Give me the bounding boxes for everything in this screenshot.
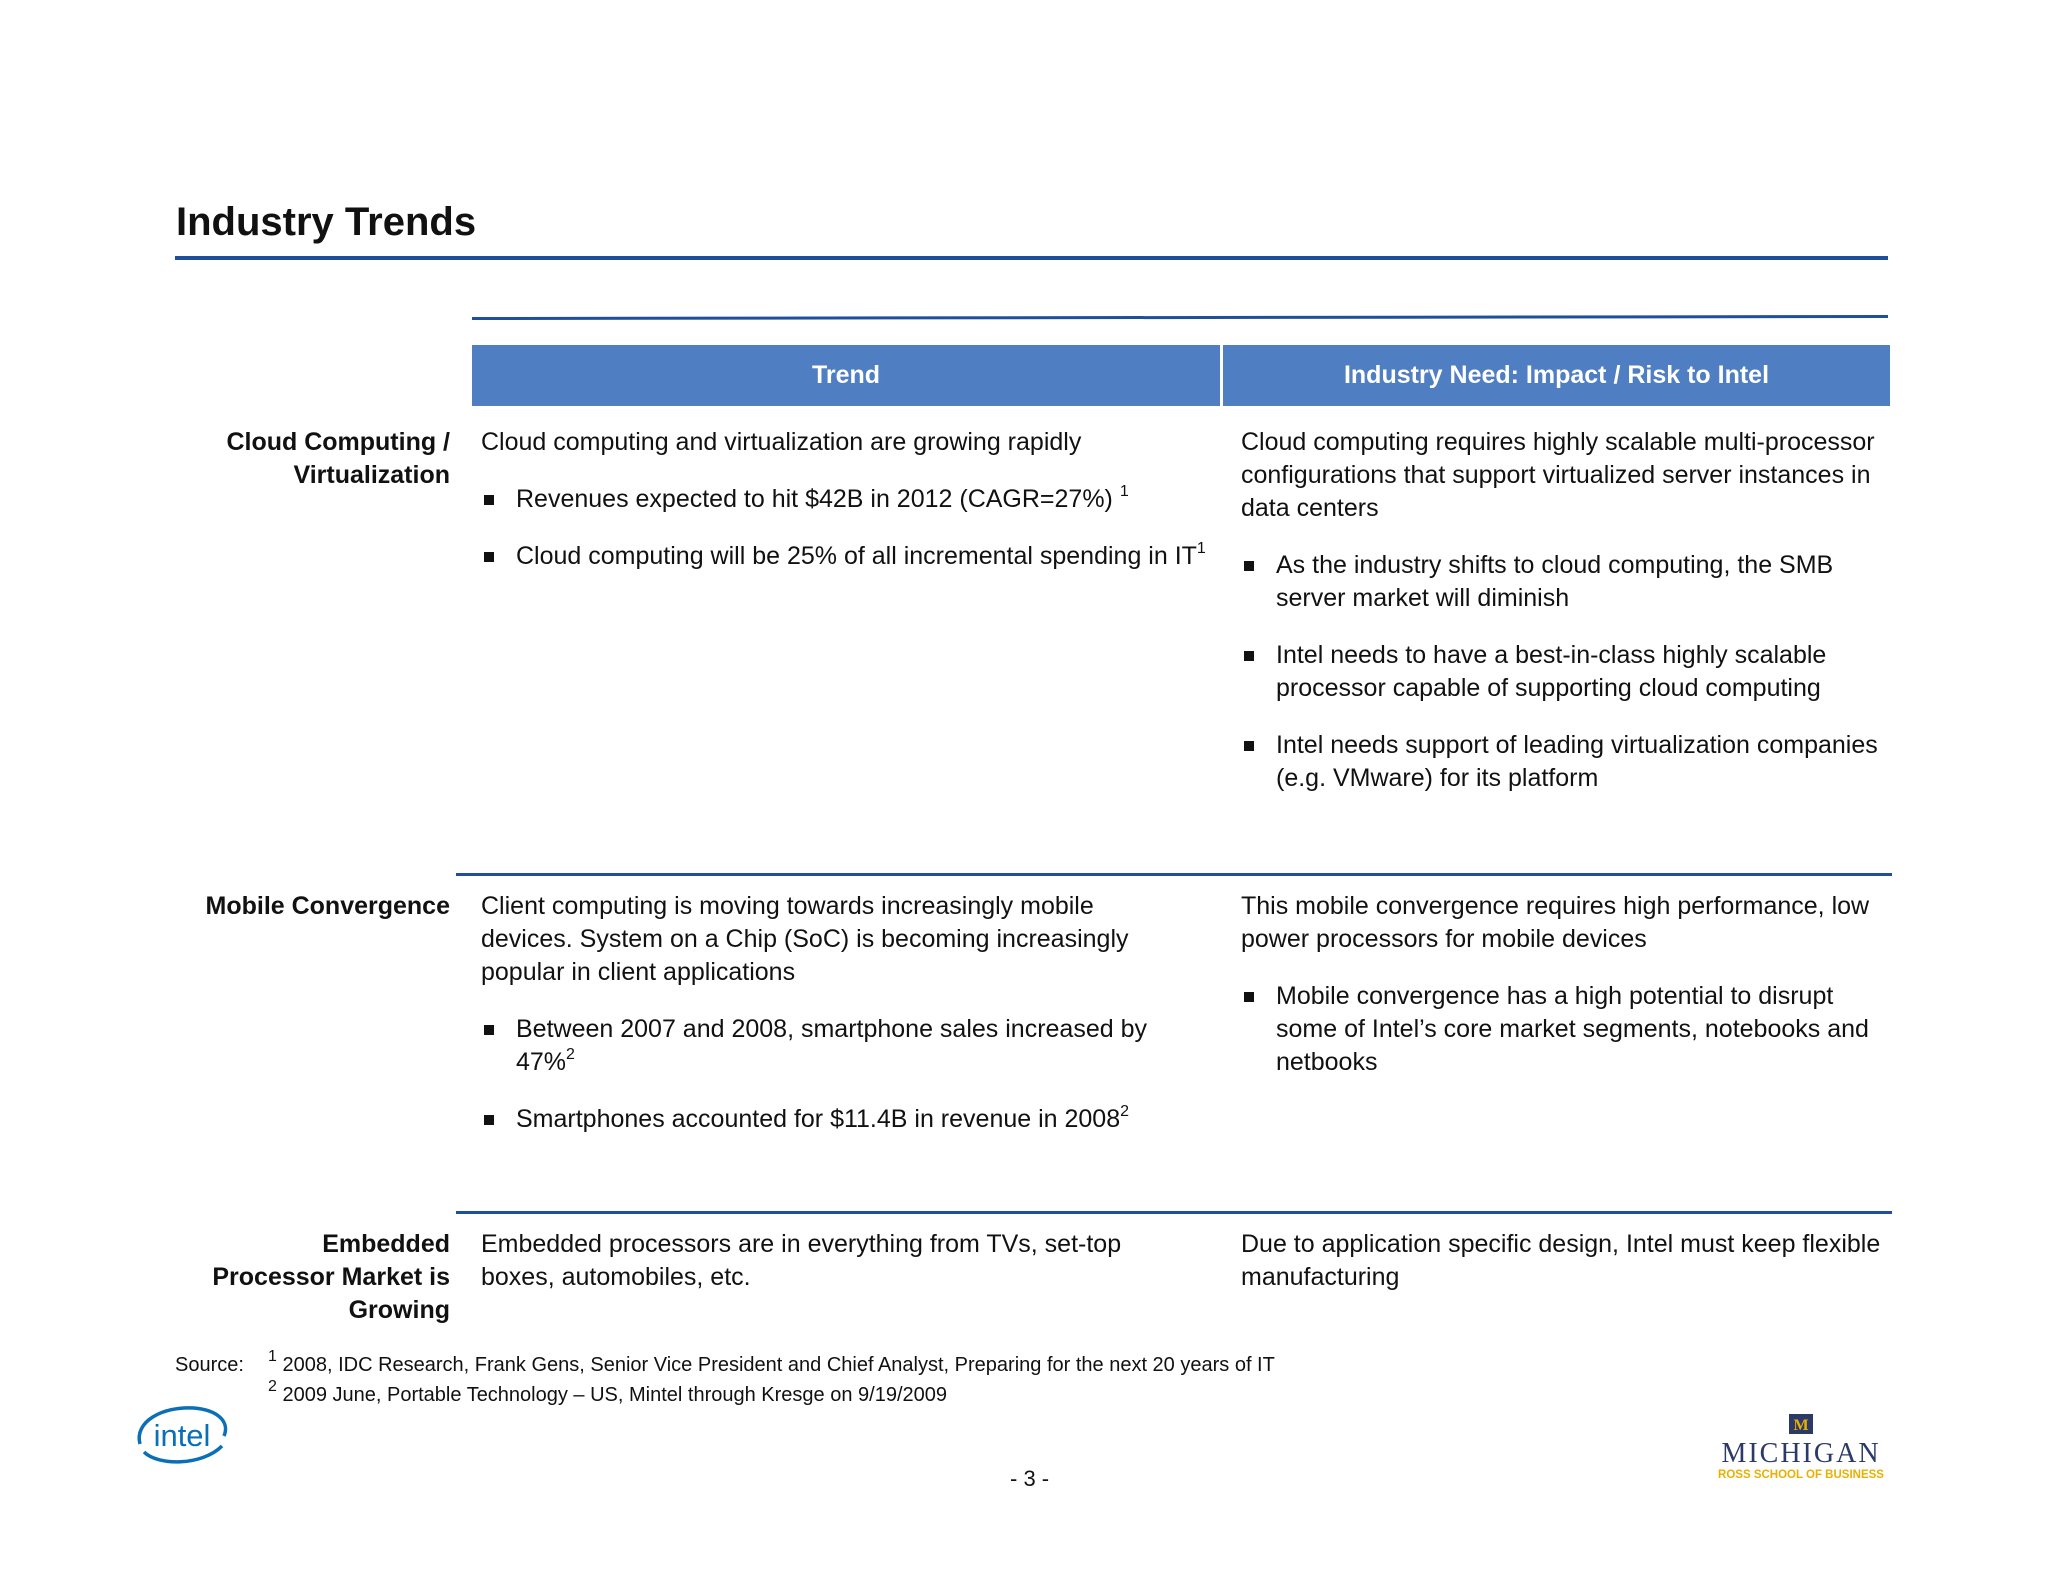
table-header [472,345,1890,406]
michigan-ross-logo [1708,1414,1894,1484]
intel-logo [132,1400,232,1470]
row-label-embedded-processor: Embedded Processor Market is Growing [212,1230,450,1324]
row-separator [456,1211,1892,1214]
mobile-need-intro: This mobile convergence requires high performance, low power processors for mobile devices [1241,892,1870,953]
list-item: Intel needs support of leading virtualization companies (e.g. VMware) for its platform [1241,729,1881,795]
source-label: Source: [175,1354,244,1376]
svg-text:M: M [1793,1417,1809,1434]
svg-text:intel: intel [153,1418,211,1453]
embedded-need-cell [1241,1228,1881,1294]
cloud-trend-intro: Cloud computing and virtualization are growing rapidly [481,428,1082,456]
mobile-need-cell [1241,890,1881,1079]
embedded-need-intro: Due to application specific design, Intel must keep flexible manufacturing [1241,1230,1881,1291]
cloud-trend-cell [481,426,1213,573]
list-item: Intel needs to have a best-in-class highly scalable processor capable of supporting cloud computing [1241,639,1881,705]
mobile-trend-intro: Client computing is moving towards increasingly mobile devices. System on a Chip (SoC) is becoming increasingly popular in client applications [481,892,1129,986]
cloud-need-cell [1241,426,1881,795]
cloud-need-intro: Cloud computing requires highly scalable multi-processor configurations that support virtualized server instances in data centers [1241,428,1875,522]
svg-text:ROSS SCHOOL OF BUSINESS: ROSS SCHOOL OF BUSINESS [1718,1469,1884,1481]
page-title: Industry Trends [176,200,477,244]
row-separator [456,873,1892,876]
svg-text:MICHIGAN: MICHIGAN [1721,1438,1881,1469]
list-item: Smartphones accounted for $11.4B in revenue in 2008$^2$ [481,1103,1191,1136]
page-number: - 3 - [1010,1466,1050,1491]
list-item: Revenues expected to hit $42B in 2012 (CAGR=27%) $^1$ [481,483,1213,516]
row-label-mobile-convergence: Mobile Convergence [205,892,450,920]
embedded-trend-intro: Embedded processors are in everything from TVs, set-top boxes, automobiles, etc. [481,1230,1122,1291]
source-footnote-1: $^1$ 2008, IDC Research, Frank Gens, Senior Vice President and Chief Analyst, Preparing for the next 20 years of IT [268,1348,1275,1376]
mobile-trend-cell [481,890,1191,1136]
source-footnote-2: $^2$ 2009 June, Portable Technology – US, Mintel through Kresge on 9/19/2009 [268,1378,947,1406]
row-label-cloud-computing: Cloud Computing / Virtualization [226,428,450,489]
list-item: As the industry shifts to cloud computing, the SMB server market will diminish [1241,549,1881,615]
list-item: Between 2007 and 2008, smartphone sales increased by 47%$^2$ [481,1013,1191,1079]
embedded-trend-cell [481,1228,1191,1294]
list-item: Mobile convergence has a high potential to disrupt some of Intel’s core market segments, notebooks and netbooks [1241,980,1881,1079]
column-header-trend: Trend [472,345,1220,406]
list-item: Cloud computing will be 25% of all incremental spending in $IT^1$ [481,540,1213,573]
table-top-rule [472,315,1888,320]
column-header-industry-need: Industry Need: Impact / Risk to Intel [1223,345,1890,406]
title-underline [175,256,1888,260]
